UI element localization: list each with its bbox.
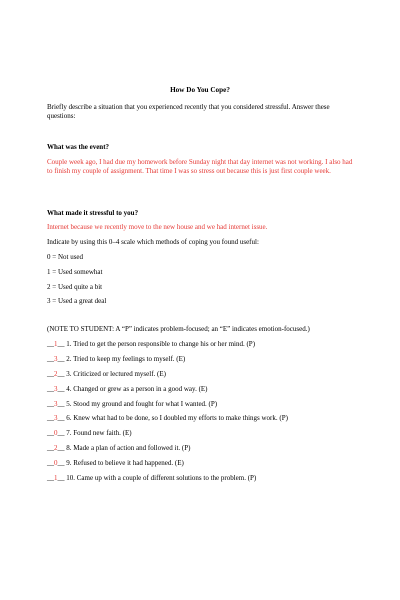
- item-answer: 2: [54, 369, 58, 378]
- intro-paragraph: Briefly describe a situation that you experienced recently that you considered stressful. Answer these questions:: [47, 103, 330, 120]
- blank-post: __: [57, 399, 65, 408]
- question-stress-answer: Internet because we recently move to the new house and we had internet issue.: [47, 223, 268, 231]
- item-text: 6. Knew what had to be done, so I doubled my efforts to make things work. (P): [64, 414, 288, 423]
- item-text: 1. Tried to get the person responsible to change his or her mind. (P): [64, 340, 256, 348]
- blank-pre: __: [47, 444, 54, 453]
- item-text: 2. Tried to keep my feelings to myself. (E): [64, 354, 186, 363]
- item-answer: 1: [54, 340, 58, 348]
- item-answer: 3: [54, 399, 58, 408]
- blank-pre: __: [47, 340, 54, 348]
- blank-post: __: [57, 414, 65, 423]
- item-answer: 0: [54, 459, 58, 468]
- coping-item: [47, 474, 367, 483]
- coping-item: [47, 355, 367, 364]
- item-text: 7. Found new faith. (E): [64, 429, 132, 438]
- blank-post: __: [57, 384, 65, 393]
- blank-pre: __: [47, 369, 54, 378]
- coping-item: [47, 444, 367, 453]
- blank-post: __: [57, 354, 65, 363]
- item-text: 9. Refused to believe it had happened. (E): [64, 459, 184, 468]
- item-text: 10. Came up with a couple of different solutions to the problem. (P): [64, 474, 257, 483]
- blank-pre: __: [47, 474, 54, 483]
- question-event-label: What was the event?: [47, 143, 110, 151]
- item-text: 5. Stood my ground and fought for what I wanted. (P): [64, 399, 218, 408]
- blank-pre: __: [47, 354, 54, 363]
- blank-post: __: [57, 459, 65, 468]
- coping-item: [47, 400, 367, 409]
- blank-post: __: [57, 429, 65, 438]
- item-text: 3. Criticized or lectured myself. (E): [64, 369, 166, 378]
- blank-post: __: [57, 340, 65, 348]
- item-text: 4. Changed or grew as a person in a good way. (E): [64, 384, 208, 393]
- scale-level: 3 = Used a great deal: [47, 297, 107, 305]
- blank-pre: __: [47, 399, 54, 408]
- blank-pre: __: [47, 414, 54, 423]
- coping-item: [47, 370, 367, 379]
- question-event-answer: Couple week ago, I had due my homework before Sunday night that day internet was not working. I also had to finish my couple of assignment. That time I was so stress out because this is just first couple week.: [47, 158, 353, 175]
- blank-post: __: [57, 474, 65, 483]
- blank-post: __: [57, 369, 65, 378]
- blank-pre: __: [47, 429, 54, 438]
- coping-items-list: [47, 340, 367, 489]
- blank-pre: __: [47, 384, 54, 393]
- scale-level: 0 = Not used: [47, 253, 84, 261]
- item-answer: 3: [54, 414, 58, 423]
- coping-item: [47, 414, 367, 423]
- coping-item: [47, 340, 367, 349]
- item-answer: 3: [54, 354, 58, 363]
- scale-level: 1 = Used somewhat: [47, 268, 103, 276]
- item-answer: 0: [54, 429, 58, 438]
- coping-item: [47, 385, 367, 394]
- item-answer: 3: [54, 384, 58, 393]
- item-text: 8. Made a plan of action and followed it. (P): [64, 444, 191, 453]
- coping-item: [47, 429, 367, 438]
- blank-post: __: [57, 444, 65, 453]
- scale-instruction: Indicate by using this 0–4 scale which methods of coping you found useful:: [47, 238, 259, 246]
- item-answer: 1: [54, 474, 58, 483]
- blank-pre: __: [47, 459, 54, 468]
- scale-level: 2 = Used quite a bit: [47, 283, 103, 291]
- coping-item: [47, 459, 367, 468]
- page-title: How Do You Cope?: [170, 86, 230, 94]
- note-to-student: (NOTE TO STUDENT: A “P” indicates problem-focused; an “E” indicates emotion-focused.): [47, 325, 310, 333]
- item-answer: 2: [54, 444, 58, 453]
- question-stress-label: What made it stressful to you?: [47, 209, 139, 217]
